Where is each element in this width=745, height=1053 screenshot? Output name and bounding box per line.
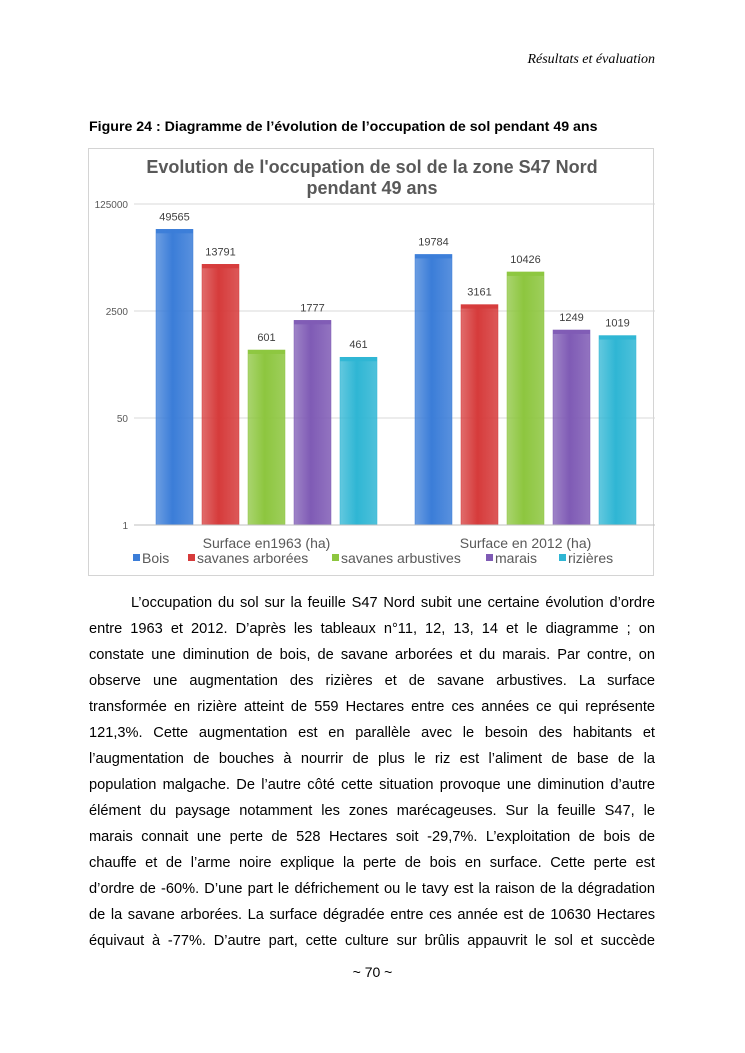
bar-top	[507, 272, 544, 276]
data-label: 49565	[159, 211, 190, 224]
legend-swatch	[559, 554, 566, 561]
bar-top	[294, 320, 331, 324]
category-label: Surface en 2012 (ha)	[459, 535, 592, 551]
category-label: Surface en1963 (ha)	[202, 535, 331, 551]
legend-label: marais	[495, 550, 538, 566]
bar	[507, 272, 544, 525]
legend-label: Bois	[142, 550, 170, 566]
paragraph-line: transformée en rizière atteint de 559 Hectares entre ces années ce qui représente	[89, 699, 655, 715]
bar	[294, 320, 331, 525]
bar-top	[553, 330, 590, 334]
paragraph-line: élément du paysage notamment les zones marécageuses. Sur la feuille S47, le	[89, 803, 655, 819]
bar	[415, 254, 452, 525]
legend-swatch	[486, 554, 493, 561]
running-header: Résultats et évaluation	[527, 52, 655, 67]
bar	[461, 305, 498, 525]
bar-top	[248, 350, 285, 354]
legend-swatch	[133, 554, 140, 561]
figure-caption: Figure 24 : Diagramme de l’évolution de l’occupation de sol pendant 49 ans	[89, 119, 598, 135]
paragraph-line: équivaut à -77%. D’autre part, cette culture sur brûlis appauvrit le sol et succède	[89, 933, 655, 949]
page-number: ~ 70 ~	[352, 964, 393, 980]
y-tick-label: 1	[122, 521, 128, 532]
data-label: 13791	[205, 246, 236, 259]
legend-label: savanes arbustives	[341, 550, 461, 566]
paragraph-line: l’augmentation de bouches à nourrir de plus le riz est l’aliment de base de la	[89, 751, 655, 767]
data-label: 601	[257, 331, 276, 344]
legend-swatch	[188, 554, 195, 561]
legend-label: rizières	[568, 550, 614, 566]
chart-title-line1: Evolution de l'occupation de sol de la zone S47 Nord	[146, 157, 598, 177]
bar	[248, 350, 285, 525]
paragraph-line: entre 1963 et 2012. D’après les tableaux n°11, 12, 13, 14 et le diagramme ; on	[89, 621, 655, 637]
paragraph-line: de la savane arborées. La surface dégradée entre ces année est de 10630 Hectares	[89, 907, 655, 923]
paragraph-line: d’ordre de -60%. D’une part le défrichement ou le tavy est la raison de la dégradation	[89, 881, 655, 897]
y-tick-label: 2500	[105, 307, 128, 318]
bar-top	[340, 357, 377, 361]
paragraph-line: L’occupation du sol sur la feuille S47 Nord subit une certaine évolution d’ordre	[131, 595, 655, 611]
bar-top	[415, 254, 452, 258]
legend-swatch	[332, 554, 339, 561]
legend-label: savanes arborées	[197, 550, 309, 566]
data-label: 461	[349, 339, 368, 352]
bar	[202, 264, 239, 525]
paragraph-line: 121,3%. Cette augmentation est en parallèle avec le besoin des habitants et	[89, 725, 655, 741]
chart-title-line2: pendant 49 ans	[306, 178, 438, 198]
bar-top	[599, 336, 636, 340]
chart-container	[88, 148, 654, 576]
bar	[599, 336, 636, 525]
bar-chart	[89, 149, 655, 577]
y-tick-label: 50	[116, 414, 128, 425]
bar-top	[202, 264, 239, 268]
bar	[340, 357, 377, 525]
bar-top	[156, 229, 193, 233]
data-label: 19784	[418, 236, 449, 249]
data-label: 1019	[605, 317, 630, 330]
paragraph-line: population malgache. De l’autre côté cette situation provoque une diminution d’autre	[89, 777, 655, 793]
bar	[156, 229, 193, 525]
paragraph-line: marais connait une perte de 528 Hectares soit -29,7%. L’exploitation de bois de	[89, 829, 655, 845]
paragraph-line: chauffe et de l’arme noire explique la perte de bois en surface. Cette perte est	[89, 855, 655, 871]
paragraph-line: constate une diminution de bois, de savane arborées et du marais. Par contre, on	[89, 647, 655, 663]
data-label: 1777	[300, 302, 325, 315]
bar	[553, 330, 590, 525]
bar-top	[461, 305, 498, 309]
paragraph-line: observe une augmentation des rizières et de savane arbustives. La surface	[89, 673, 655, 689]
data-label: 10426	[510, 253, 541, 266]
data-label: 3161	[467, 286, 492, 299]
data-label: 1249	[559, 311, 584, 324]
y-tick-label: 125000	[94, 200, 128, 211]
